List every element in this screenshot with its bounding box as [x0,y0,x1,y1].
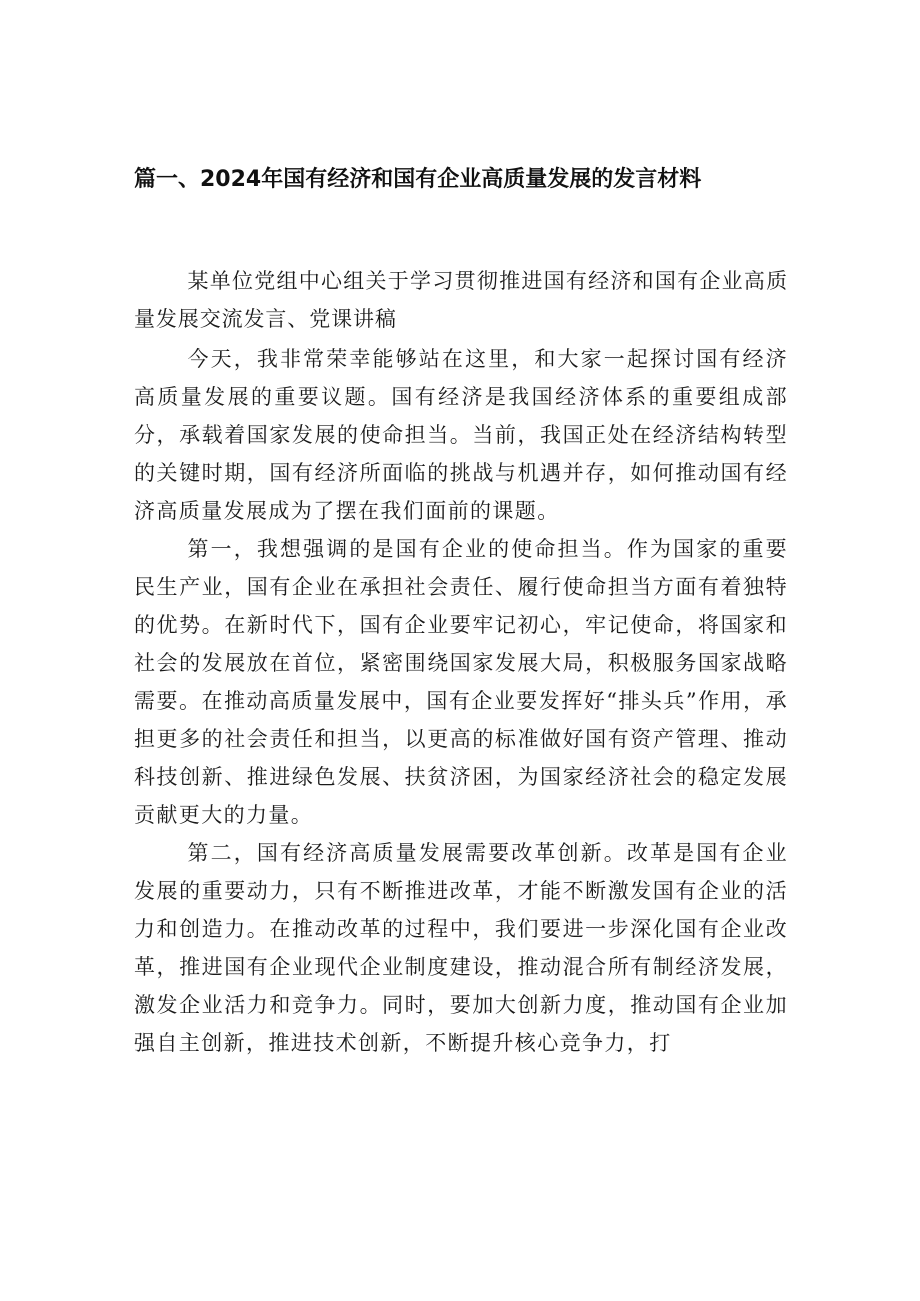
document-title: 篇一、2024年国有经济和国有企业高质量发展的发言材料 [134,167,702,192]
paragraph-opening: 今天，我非常荣幸能够站在这里，和大家一起探讨国有经济高质量发展的重要议题。国有经济是我国经济体系的重要组成部分，承载着国家发展的使命担当。当前，我国正处在经济结构转型的关键时期，国有经济所面临的挑战与机遇并存，如何推动国有经济高质量发展成为了摆在我们面前的课题。 [134,347,788,523]
paragraph-second-point: 第二，国有经济高质量发展需要改革创新。改革是国有企业发展的重要动力，只有不断推进改革，才能不断激发国有企业的活力和创造力。在推动改革的过程中，我们要进一步深化国有企业改革，推进国有企业现代企业制度建设，推动混合所有制经济发展，激发企业活力和竞争力。同时，要加大创新力度，推动国有企业加强自主创新，推进技术创新，不断提升核心竞争力，打 [134,841,788,1055]
paragraph-first-point: 第一，我想强调的是国有企业的使命担当。作为国家的重要民生产业，国有企业在承担社会责任、履行使命担当方面有着独特的优势。在新时代下，国有企业要牢记初心，牢记使命，将国家和社会的发展放在首位，紧密围绕国家发展大局，积极服务国家战略需要。在推动高质量发展中，国有企业要发挥好“排头兵”作用，承担更多的社会责任和担当，以更高的标准做好国有资产管理、推动科技创新、推进绿色发展、扶贫济困，为国家经济社会的稳定发展贡献更大的力量。 [134,537,788,827]
paragraph-intro: 某单位党组中心组关于学习贯彻推进国有经济和国有企业高质量发展交流发言、党课讲稿 [134,269,788,331]
document-body [134,262,788,1062]
